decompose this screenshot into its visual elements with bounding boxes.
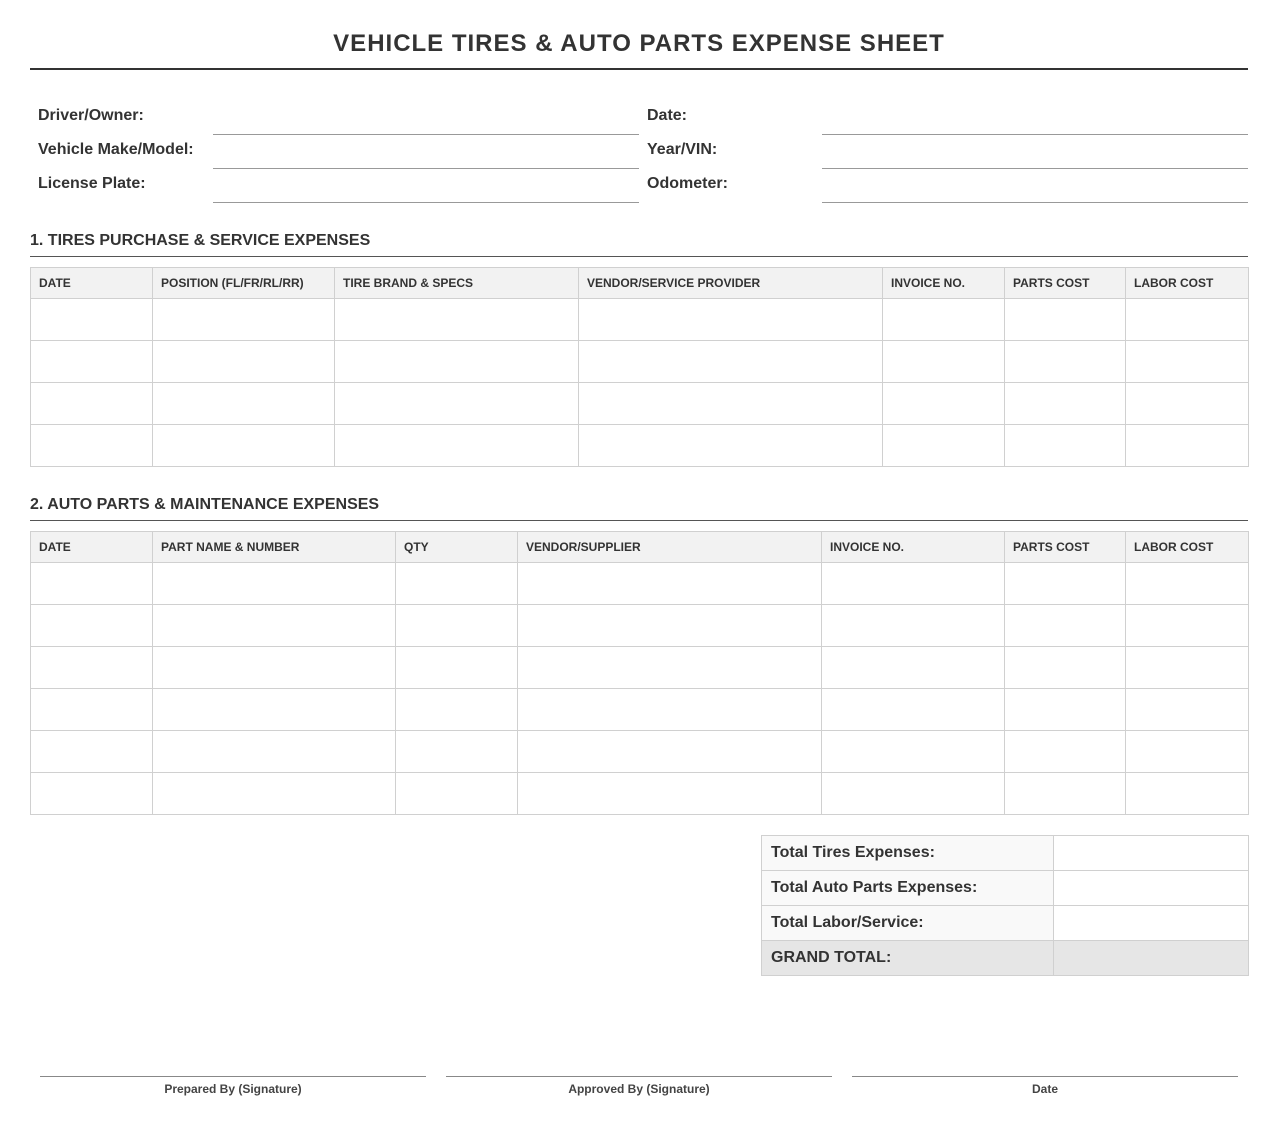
table-row bbox=[31, 731, 1249, 773]
table-cell[interactable] bbox=[153, 731, 396, 773]
table-cell[interactable] bbox=[153, 773, 396, 815]
table-cell[interactable] bbox=[396, 773, 518, 815]
table-cell[interactable] bbox=[883, 299, 1005, 341]
table-cell[interactable] bbox=[1126, 773, 1249, 815]
table-row bbox=[31, 425, 1249, 467]
table-cell[interactable] bbox=[1126, 563, 1249, 605]
parts-section-title: 2. AUTO PARTS & MAINTENANCE EXPENSES bbox=[30, 496, 380, 513]
table-row bbox=[31, 563, 1249, 605]
table-cell[interactable] bbox=[1005, 425, 1126, 467]
parts-header-row bbox=[31, 532, 1249, 563]
grand-total-label: GRAND TOTAL: bbox=[762, 941, 1054, 976]
license-plate-label: License Plate: bbox=[38, 175, 146, 192]
total-labor-label: Total Labor/Service: bbox=[762, 906, 1054, 941]
table-row bbox=[31, 341, 1249, 383]
table-cell[interactable] bbox=[518, 605, 822, 647]
parts-col-labor-cost: LABOR COST bbox=[1126, 532, 1249, 563]
table-row bbox=[31, 689, 1249, 731]
table-cell[interactable] bbox=[518, 731, 822, 773]
tires-col-labor-cost: LABOR COST bbox=[1126, 268, 1249, 299]
table-cell[interactable] bbox=[579, 383, 883, 425]
table-cell[interactable] bbox=[1005, 605, 1126, 647]
table-cell[interactable] bbox=[518, 647, 822, 689]
table-cell[interactable] bbox=[396, 605, 518, 647]
signature-date-label: Date bbox=[1031, 1082, 1058, 1096]
table-cell[interactable] bbox=[31, 563, 153, 605]
parts-expense-table bbox=[30, 531, 1249, 815]
table-cell[interactable] bbox=[822, 689, 1005, 731]
table-cell[interactable] bbox=[31, 731, 153, 773]
parts-col-parts-cost: PARTS COST bbox=[1005, 532, 1126, 563]
prepared-by-label: Prepared By (Signature) bbox=[164, 1082, 302, 1096]
table-cell[interactable] bbox=[335, 425, 579, 467]
parts-col-qty: QTY bbox=[396, 532, 518, 563]
date-label: Date: bbox=[647, 107, 688, 124]
table-cell[interactable] bbox=[883, 341, 1005, 383]
grand-total-value[interactable] bbox=[1054, 941, 1249, 976]
table-cell[interactable] bbox=[153, 383, 335, 425]
table-cell[interactable] bbox=[1126, 689, 1249, 731]
table-cell[interactable] bbox=[31, 341, 153, 383]
table-cell[interactable] bbox=[153, 341, 335, 383]
table-row bbox=[31, 605, 1249, 647]
license-plate-field[interactable] bbox=[213, 202, 639, 203]
table-cell[interactable] bbox=[1126, 383, 1249, 425]
tires-section-title: 1. TIRES PURCHASE & SERVICE EXPENSES bbox=[30, 232, 371, 249]
table-cell[interactable] bbox=[883, 383, 1005, 425]
table-cell[interactable] bbox=[153, 647, 396, 689]
page-title: VEHICLE TIRES & AUTO PARTS EXPENSE SHEET bbox=[333, 30, 945, 57]
table-row bbox=[31, 647, 1249, 689]
tires-col-invoice: INVOICE NO. bbox=[883, 268, 1005, 299]
table-cell[interactable] bbox=[822, 731, 1005, 773]
tires-col-parts-cost: PARTS COST bbox=[1005, 268, 1126, 299]
table-cell[interactable] bbox=[153, 299, 335, 341]
table-row bbox=[31, 383, 1249, 425]
table-cell[interactable] bbox=[31, 383, 153, 425]
table-cell[interactable] bbox=[153, 563, 396, 605]
table-cell[interactable] bbox=[579, 341, 883, 383]
tires-header-row bbox=[31, 268, 1249, 299]
table-cell[interactable] bbox=[1005, 383, 1126, 425]
table-cell[interactable] bbox=[518, 773, 822, 815]
driver-owner-field[interactable] bbox=[213, 134, 639, 135]
table-cell[interactable] bbox=[396, 647, 518, 689]
table-cell[interactable] bbox=[518, 689, 822, 731]
title-divider bbox=[30, 68, 1248, 70]
year-vin-label: Year/VIN: bbox=[647, 141, 718, 158]
year-vin-field[interactable] bbox=[822, 168, 1248, 169]
table-cell[interactable] bbox=[31, 773, 153, 815]
table-cell[interactable] bbox=[31, 605, 153, 647]
total-tires-row bbox=[762, 836, 1249, 871]
table-cell[interactable] bbox=[822, 605, 1005, 647]
table-cell[interactable] bbox=[153, 425, 335, 467]
tires-col-brand-specs: TIRE BRAND & SPECS bbox=[335, 268, 579, 299]
table-cell[interactable] bbox=[1126, 647, 1249, 689]
table-cell[interactable] bbox=[1126, 299, 1249, 341]
approved-by-label: Approved By (Signature) bbox=[568, 1082, 710, 1096]
date-field[interactable] bbox=[822, 134, 1248, 135]
table-cell[interactable] bbox=[1126, 731, 1249, 773]
table-cell[interactable] bbox=[31, 689, 153, 731]
parts-section-divider bbox=[30, 520, 1248, 521]
total-tires-value[interactable] bbox=[1054, 836, 1249, 871]
table-cell[interactable] bbox=[396, 563, 518, 605]
parts-col-vendor: VENDOR/SUPPLIER bbox=[518, 532, 822, 563]
table-cell[interactable] bbox=[153, 605, 396, 647]
tires-col-position: POSITION (FL/FR/RL/RR) bbox=[153, 268, 335, 299]
table-cell[interactable] bbox=[335, 383, 579, 425]
parts-col-part-name: PART NAME & NUMBER bbox=[153, 532, 396, 563]
table-cell[interactable] bbox=[396, 689, 518, 731]
table-cell[interactable] bbox=[822, 563, 1005, 605]
total-parts-row bbox=[762, 871, 1249, 906]
tires-expense-table bbox=[30, 267, 1249, 467]
table-cell[interactable] bbox=[518, 563, 822, 605]
grand-total-row bbox=[762, 941, 1249, 976]
table-cell[interactable] bbox=[31, 299, 153, 341]
table-cell[interactable] bbox=[1005, 299, 1126, 341]
totals-table bbox=[761, 835, 1249, 976]
odometer-field[interactable] bbox=[822, 202, 1248, 203]
total-parts-label: Total Auto Parts Expenses: bbox=[762, 871, 1054, 906]
tires-section-divider bbox=[30, 256, 1248, 257]
table-cell[interactable] bbox=[822, 647, 1005, 689]
table-cell[interactable] bbox=[31, 647, 153, 689]
parts-col-invoice: INVOICE NO. bbox=[822, 532, 1005, 563]
table-cell[interactable] bbox=[31, 425, 153, 467]
table-cell[interactable] bbox=[1126, 341, 1249, 383]
prepared-by-signature-line[interactable] bbox=[40, 1076, 426, 1077]
odometer-label: Odometer: bbox=[647, 175, 728, 192]
parts-col-date: DATE bbox=[31, 532, 153, 563]
table-row bbox=[31, 773, 1249, 815]
table-cell[interactable] bbox=[579, 425, 883, 467]
approved-by-signature-line[interactable] bbox=[446, 1076, 832, 1077]
table-cell[interactable] bbox=[1005, 689, 1126, 731]
table-cell[interactable] bbox=[1005, 647, 1126, 689]
signature-date-line[interactable] bbox=[852, 1076, 1238, 1077]
table-cell[interactable] bbox=[153, 689, 396, 731]
driver-owner-label: Driver/Owner: bbox=[38, 107, 144, 124]
tires-col-vendor: VENDOR/SERVICE PROVIDER bbox=[579, 268, 883, 299]
total-tires-label: Total Tires Expenses: bbox=[762, 836, 1054, 871]
vehicle-make-model-label: Vehicle Make/Model: bbox=[38, 141, 194, 158]
table-cell[interactable] bbox=[883, 425, 1005, 467]
table-cell[interactable] bbox=[1005, 341, 1126, 383]
total-labor-value[interactable] bbox=[1054, 906, 1249, 941]
table-cell[interactable] bbox=[335, 299, 579, 341]
table-cell[interactable] bbox=[396, 731, 518, 773]
total-parts-value[interactable] bbox=[1054, 871, 1249, 906]
table-cell[interactable] bbox=[822, 773, 1005, 815]
table-cell[interactable] bbox=[579, 299, 883, 341]
table-row bbox=[31, 299, 1249, 341]
table-cell[interactable] bbox=[1005, 731, 1126, 773]
tires-col-date: DATE bbox=[31, 268, 153, 299]
vehicle-make-model-field[interactable] bbox=[213, 168, 639, 169]
table-cell[interactable] bbox=[1005, 773, 1126, 815]
table-cell[interactable] bbox=[1005, 563, 1126, 605]
table-cell[interactable] bbox=[335, 341, 579, 383]
table-cell[interactable] bbox=[1126, 425, 1249, 467]
table-cell[interactable] bbox=[1126, 605, 1249, 647]
total-labor-row bbox=[762, 906, 1249, 941]
